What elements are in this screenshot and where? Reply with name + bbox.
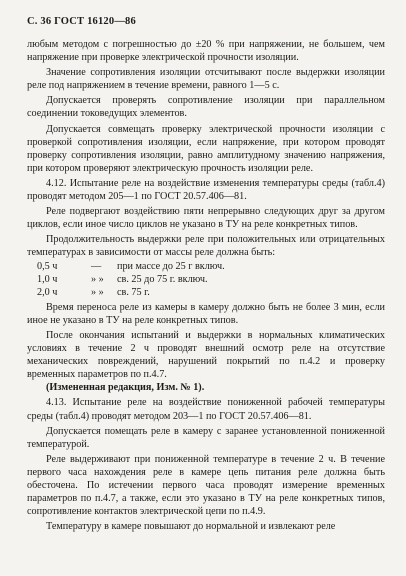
- duration-cell: при массе до 25 г включ.: [117, 260, 225, 272]
- paragraph: Продолжительность выдержки реле при положительных или отрицательных температурах в зависимости от массы реле должна быть:: [27, 234, 385, 259]
- paragraph: Температуру в камере повышают до нормальной и извлекают реле: [46, 521, 336, 533]
- paragraph: Допускается проверять сопротивление изоляции при параллельном соединении токоведущих элементов.: [27, 95, 385, 120]
- duration-cell: 0,5 ч: [37, 260, 58, 272]
- paragraph: Допускается совмещать проверку электрической прочности изоляции с проверкой сопротивления изоляции, если напряжение, при котором проводят проверку сопротивления изоляции, равно амплитудному значению напряжения, при котором проверяют электрическую прочность изоляции реле.: [27, 123, 385, 174]
- duration-cell: св. 75 г.: [117, 286, 150, 298]
- paragraph: Допускается помещать реле в камеру с заранее установленной пониженной температурой.: [27, 425, 385, 450]
- duration-cell: —: [91, 260, 102, 272]
- page-header: С. 36 ГОСТ 16120—86: [27, 16, 136, 27]
- paragraph: Реле выдерживают при пониженной температуре в течение 2 ч. В течение первого часа нахождения реле в камере цепь питания реле должна быть обесточена. По истечении первого часа проводят измерение временных параметров по п.4.7, а также, если это указано в ТУ на реле конкретных типов, сопротивление контактов электрической цепи по п.4.9.: [27, 453, 385, 518]
- duration-cell: » »: [91, 286, 104, 298]
- paragraph: Время переноса реле из камеры в камеру должно быть не более 3 мин, если иное не указано в ТУ на реле конкретных типов.: [27, 301, 385, 326]
- paragraph: 4.12. Испытание реле на воздействие изменения температуры среды (табл.4) проводят методом 205—1 по ГОСТ 20.57.406—81.: [27, 177, 385, 203]
- paragraph: Реле подвергают воздействию пяти непрерывно следующих друг за другом циклов, если иное число циклов не указано в ТУ на реле конкретных типов.: [27, 206, 385, 231]
- duration-cell: 2,0 ч: [37, 286, 58, 298]
- duration-row: [27, 286, 385, 299]
- paragraph: Значение сопротивления изоляции отсчитывают после выдержки изоляции реле под напряжением в течение времени, равного 1—5 с.: [27, 67, 385, 92]
- duration-cell: 1,0 ч: [37, 273, 58, 285]
- amendment-note: (Измененная редакция, Изм. № 1).: [46, 382, 205, 394]
- document-body: [27, 38, 385, 533]
- duration-row: [27, 260, 385, 273]
- paragraph: 4.13. Испытание реле на воздействие пониженной рабочей температуры среды (табл.4) проводят методом 203—1 по ГОСТ 20.57.406—81.: [27, 397, 385, 422]
- duration-row: [27, 273, 385, 286]
- duration-cell: св. 25 до 75 г. включ.: [117, 273, 208, 285]
- paragraph: любым методом с погрешностью до ±20 % при напряжении, не большем, чем напряжение при проверке электрической прочности изоляции.: [27, 39, 385, 64]
- duration-cell: » »: [91, 273, 104, 285]
- paragraph: После окончания испытаний и выдержки в нормальных климатических условиях в течение 2 ч проводят внешний осмотр реле на отсутствие механических повреждений, нарушений покрытий по п.4.2 и проверку временных параметров по п.4.7.: [27, 329, 385, 381]
